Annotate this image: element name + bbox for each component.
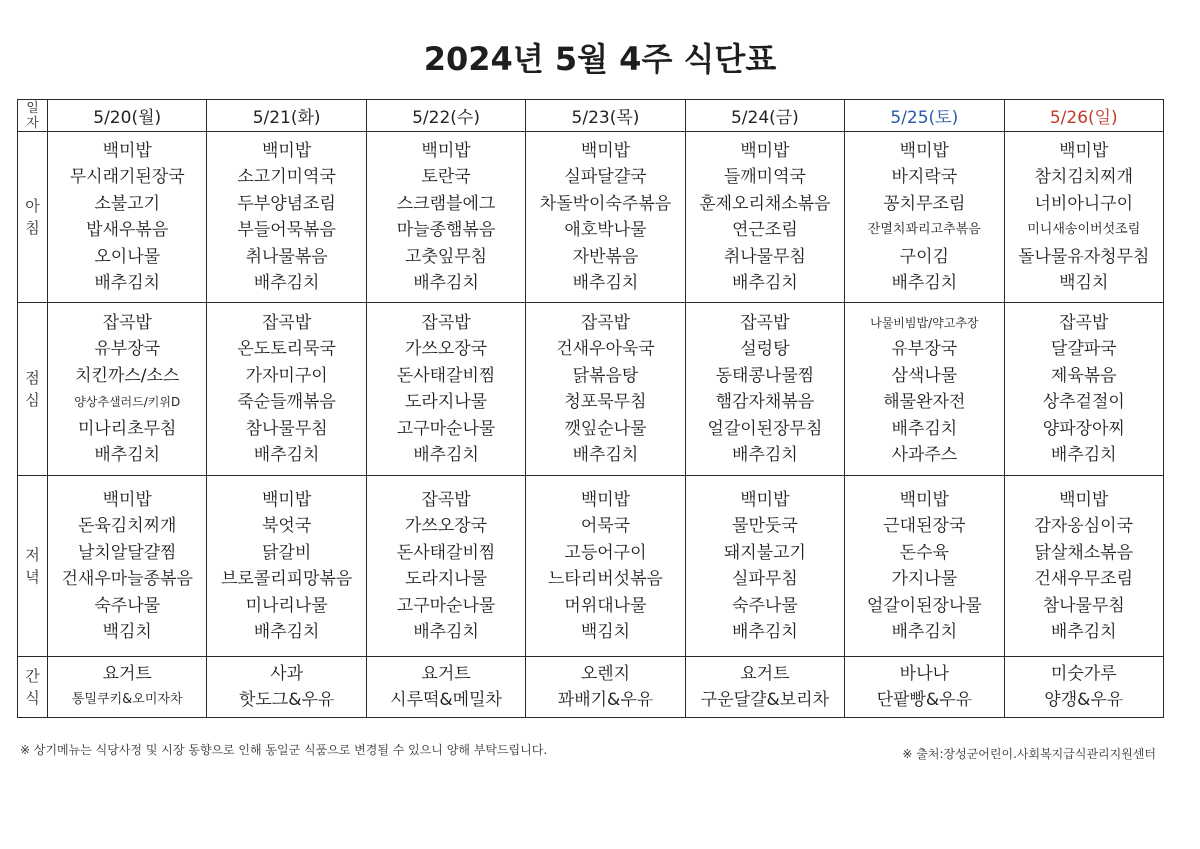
menu-item: 백미밥 [740, 140, 790, 161]
menu-item: 미니새송이버섯조림 [1027, 222, 1141, 237]
menu-item: 마늘종햄볶음 [396, 220, 496, 240]
menu-item: 브로콜리피망볶음 [220, 569, 353, 589]
menu-item: 양갱&우유 [1044, 690, 1124, 710]
snack-row [18, 657, 1164, 718]
menu-item: 숙주나물 [732, 595, 798, 616]
snack-cell-thu [526, 657, 685, 718]
lunch-cell-tue [207, 303, 366, 476]
menu-item: 백김치 [580, 622, 631, 642]
menu-item: 사과주스 [891, 445, 958, 465]
menu-item: 백미밥 [261, 140, 312, 161]
menu-item: 닭살채소볶음 [1034, 542, 1134, 563]
menu-item: 백미밥 [740, 489, 790, 510]
dinner-row [18, 476, 1164, 657]
dinner-cell-sun [1004, 476, 1163, 657]
menu-item: 백미밥 [580, 140, 631, 161]
snack-cell-sat [845, 657, 1004, 718]
menu-item: 배추김치 [253, 273, 320, 293]
menu-item: 꽁치무조림 [883, 193, 966, 214]
menu-item: 치킨까스/소스 [75, 365, 180, 386]
menu-item: 토란국 [421, 167, 471, 187]
menu-item: 고등어구이 [564, 542, 647, 563]
snack-cell-fri [685, 657, 844, 718]
menu-item: 고구마순나물 [396, 418, 496, 439]
menu-item: 백미밥 [102, 489, 152, 510]
menu-item: 가쓰오장국 [404, 339, 488, 359]
date-header: 일 자 [18, 100, 48, 132]
breakfast-cell-thu [526, 132, 685, 303]
menu-item: 어묵국 [580, 516, 631, 536]
menu-item: 얼갈이된장나물 [866, 595, 982, 616]
lunch-cell-sun [1004, 303, 1163, 476]
menu-item: 배추김치 [891, 622, 958, 642]
menu-item: 애호박나물 [564, 220, 647, 240]
menu-item: 실파달걀국 [564, 167, 647, 187]
breakfast-cell-wed [366, 132, 525, 303]
snack-label: 간 식 [18, 657, 48, 718]
menu-item: 감자옹심이국 [1034, 516, 1134, 536]
menu-item: 설렁탕 [740, 339, 790, 359]
menu-item: 꽈배기&우유 [557, 690, 654, 710]
menu-item: 돌나물유자청무침 [1018, 246, 1150, 267]
menu-item: 잔멸치꽈리고추볶음 [867, 222, 981, 237]
menu-item: 건새우아욱국 [556, 339, 655, 359]
header-row [18, 100, 1164, 132]
menu-item: 깻잎순나물 [564, 418, 647, 439]
menu-item: 동태콩나물찜 [715, 365, 815, 386]
menu-item: 백미밥 [899, 140, 949, 161]
menu-item: 요거트 [102, 663, 152, 684]
snack-cell-wed [366, 657, 525, 718]
snack-cell-sun [1004, 657, 1163, 718]
menu-item: 백김치 [102, 622, 152, 642]
menu-item: 배추김치 [413, 622, 479, 642]
menu-item: 백김치 [1059, 273, 1109, 293]
menu-item: 배추김치 [891, 418, 958, 439]
menu-item: 백미밥 [1059, 140, 1109, 161]
menu-item: 오렌지 [580, 663, 631, 684]
menu-item: 백미밥 [261, 489, 312, 510]
menu-item: 돈사태갈비찜 [396, 542, 496, 563]
breakfast-cell-fri [685, 132, 844, 303]
menu-item: 자반볶음 [572, 246, 639, 267]
menu-item: 상추겉절이 [1042, 392, 1125, 412]
menu-item: 단팥빵&우유 [876, 690, 972, 710]
meal-table [17, 99, 1164, 718]
menu-item: 소고기미역국 [237, 167, 336, 187]
menu-item: 배추김치 [572, 273, 639, 293]
menu-item: 배추김치 [1050, 445, 1117, 465]
day-header-thu: 5/23(목) [526, 100, 685, 132]
menu-item: 잡곡밥 [421, 312, 471, 333]
menu-item: 숙주나물 [94, 595, 161, 616]
source-note: ※ 출처:장성군어린이.사회복지급식관리지원센터 [902, 747, 1156, 761]
dinner-label: 저 녁 [18, 476, 48, 657]
menu-item: 배추김치 [94, 273, 161, 293]
menu-item: 배추김치 [253, 622, 320, 642]
menu-item: 돈육김치찌개 [77, 516, 177, 536]
lunch-label: 점 심 [18, 303, 48, 476]
breakfast-cell-mon [48, 132, 207, 303]
menu-item: 가지나물 [891, 569, 958, 589]
lunch-cell-sat [845, 303, 1004, 476]
menu-item: 돼지불고기 [723, 542, 806, 563]
menu-item: 통밀쿠키&오미자차 [71, 692, 183, 707]
menu-item: 오이나물 [94, 246, 161, 267]
menu-item: 잡곡밥 [102, 312, 152, 333]
menu-item: 양상추샐러드/키위D [74, 395, 181, 409]
menu-item: 구이김 [899, 246, 949, 267]
menu-item: 햄감자채볶음 [715, 392, 815, 412]
menu-item: 날치알달걀찜 [77, 542, 177, 563]
menu-item: 백미밥 [1059, 489, 1109, 510]
menu-item: 건새우마늘종볶음 [61, 569, 193, 589]
menu-item: 미나리나물 [245, 595, 328, 616]
menu-item: 두부양념조림 [237, 193, 336, 214]
menu-item: 고춧잎무침 [404, 246, 488, 267]
menu-item: 유부장국 [891, 339, 958, 359]
menu-item: 청포묵무침 [564, 392, 647, 412]
menu-item: 가쓰오장국 [404, 516, 488, 536]
snack-cell-mon [48, 657, 207, 718]
snack-cell-tue [207, 657, 366, 718]
menu-item: 유부장국 [94, 339, 161, 359]
menu-item: 나물비빔밥/약고추장 [870, 315, 979, 330]
menu-item: 미나리초무침 [77, 418, 177, 439]
menu-item: 훈제오리채소볶음 [699, 193, 831, 214]
menu-item: 죽순들깨볶음 [237, 392, 336, 412]
menu-item: 참나물무침 [245, 418, 328, 439]
menu-item: 백미밥 [102, 140, 152, 161]
lunch-cell-wed [366, 303, 525, 476]
menu-item: 배추김치 [732, 445, 798, 465]
menu-item: 삼색나물 [891, 365, 958, 386]
menu-item: 얼갈이된장무침 [707, 418, 823, 439]
breakfast-label: 아 침 [18, 132, 48, 303]
lunch-row [18, 303, 1164, 476]
menu-item: 참나물무침 [1042, 595, 1125, 616]
menu-item: 해물완자전 [883, 392, 966, 412]
lunch-cell-mon [48, 303, 207, 476]
menu-item: 배추김치 [891, 273, 958, 293]
breakfast-cell-sun [1004, 132, 1163, 303]
menu-item: 배추김치 [1050, 622, 1117, 642]
menu-item: 무시래기된장국 [69, 167, 185, 187]
day-header-tue: 5/21(화) [207, 100, 366, 132]
day-header-sun: 5/26(일) [1004, 100, 1163, 132]
menu-item: 도라지나물 [404, 569, 488, 589]
menu-item: 실파무침 [732, 569, 798, 589]
lunch-cell-thu [526, 303, 685, 476]
menu-item: 돈사태갈비찜 [396, 365, 496, 386]
menu-item: 고구마순나물 [396, 595, 496, 616]
menu-item: 잡곡밥 [421, 489, 471, 510]
menu-item: 제육볶음 [1050, 365, 1117, 386]
breakfast-row [18, 132, 1164, 303]
menu-item: 근대된장국 [883, 516, 966, 536]
menu-item: 닭볶음탕 [572, 365, 639, 386]
menu-item: 배추김치 [253, 445, 320, 465]
menu-item: 가자미구이 [245, 365, 328, 386]
menu-item: 바나나 [899, 663, 949, 684]
menu-item: 백미밥 [421, 140, 471, 161]
breakfast-cell-sat [845, 132, 1004, 303]
menu-item: 돈수육 [899, 542, 949, 563]
menu-item: 배추김치 [94, 445, 161, 465]
menu-item: 느타리버섯볶음 [547, 569, 663, 589]
menu-item: 시루떡&메밀차 [390, 690, 502, 710]
menu-item: 핫도그&우유 [238, 690, 335, 710]
menu-item: 취나물무침 [723, 246, 806, 267]
menu-item: 배추김치 [732, 622, 798, 642]
menu-item: 배추김치 [732, 273, 798, 293]
menu-item: 건새우무조림 [1034, 569, 1134, 589]
menu-item: 바지락국 [891, 167, 958, 187]
menu-item: 구운달걀&보리차 [700, 690, 829, 710]
menu-item: 배추김치 [413, 445, 479, 465]
menu-item: 요거트 [421, 663, 471, 684]
menu-item: 양파장아찌 [1042, 418, 1125, 439]
menu-item: 요거트 [740, 663, 790, 684]
menu-item: 참치김치찌개 [1034, 167, 1134, 187]
menu-item: 밥새우볶음 [86, 220, 169, 240]
dinner-cell-thu [526, 476, 685, 657]
menu-item: 차돌박이숙주볶음 [539, 193, 672, 214]
dinner-cell-wed [366, 476, 525, 657]
menu-item: 너비아니구이 [1034, 193, 1134, 214]
dinner-cell-sat [845, 476, 1004, 657]
dinner-cell-mon [48, 476, 207, 657]
menu-item: 스크램블에그 [396, 193, 496, 214]
menu-item: 배추김치 [572, 445, 639, 465]
menu-item: 백미밥 [899, 489, 949, 510]
menu-item: 온도토리묵국 [237, 339, 336, 359]
menu-item: 연근조림 [732, 220, 798, 240]
menu-item: 잡곡밥 [740, 312, 790, 333]
menu-item: 부들어묵볶음 [237, 220, 336, 240]
dinner-cell-fri [685, 476, 844, 657]
lunch-cell-fri [685, 303, 844, 476]
menu-item: 잡곡밥 [261, 312, 312, 333]
menu-item: 북엇국 [261, 516, 312, 536]
dinner-cell-tue [207, 476, 366, 657]
day-header-wed: 5/22(수) [366, 100, 525, 132]
menu-item: 머위대나물 [564, 595, 647, 616]
menu-item: 소불고기 [94, 193, 161, 214]
page-title: 2024년 5월 4주 식단표 [423, 40, 777, 78]
menu-item: 물만둣국 [732, 516, 798, 536]
day-header-mon: 5/20(월) [48, 100, 207, 132]
menu-item: 배추김치 [413, 273, 479, 293]
footnote: ※ 상기메뉴는 식당사정 및 시장 동향으로 인해 동일군 식품으로 변경될 수 있으니 양해 부탁드립니다. [20, 743, 548, 757]
breakfast-cell-tue [207, 132, 366, 303]
menu-item: 들깨미역국 [723, 167, 806, 187]
menu-item: 닭갈비 [261, 542, 312, 563]
day-header-sat: 5/25(토) [845, 100, 1004, 132]
menu-item: 미숫가루 [1050, 663, 1117, 684]
menu-item: 사과 [270, 663, 304, 684]
day-header-fri: 5/24(금) [685, 100, 844, 132]
menu-item: 백미밥 [580, 489, 631, 510]
menu-item: 잡곡밥 [580, 312, 631, 333]
menu-item: 달걀파국 [1050, 339, 1117, 359]
menu-item: 잡곡밥 [1059, 312, 1109, 333]
menu-item: 취나물볶음 [245, 246, 328, 267]
menu-item: 도라지나물 [404, 392, 488, 412]
